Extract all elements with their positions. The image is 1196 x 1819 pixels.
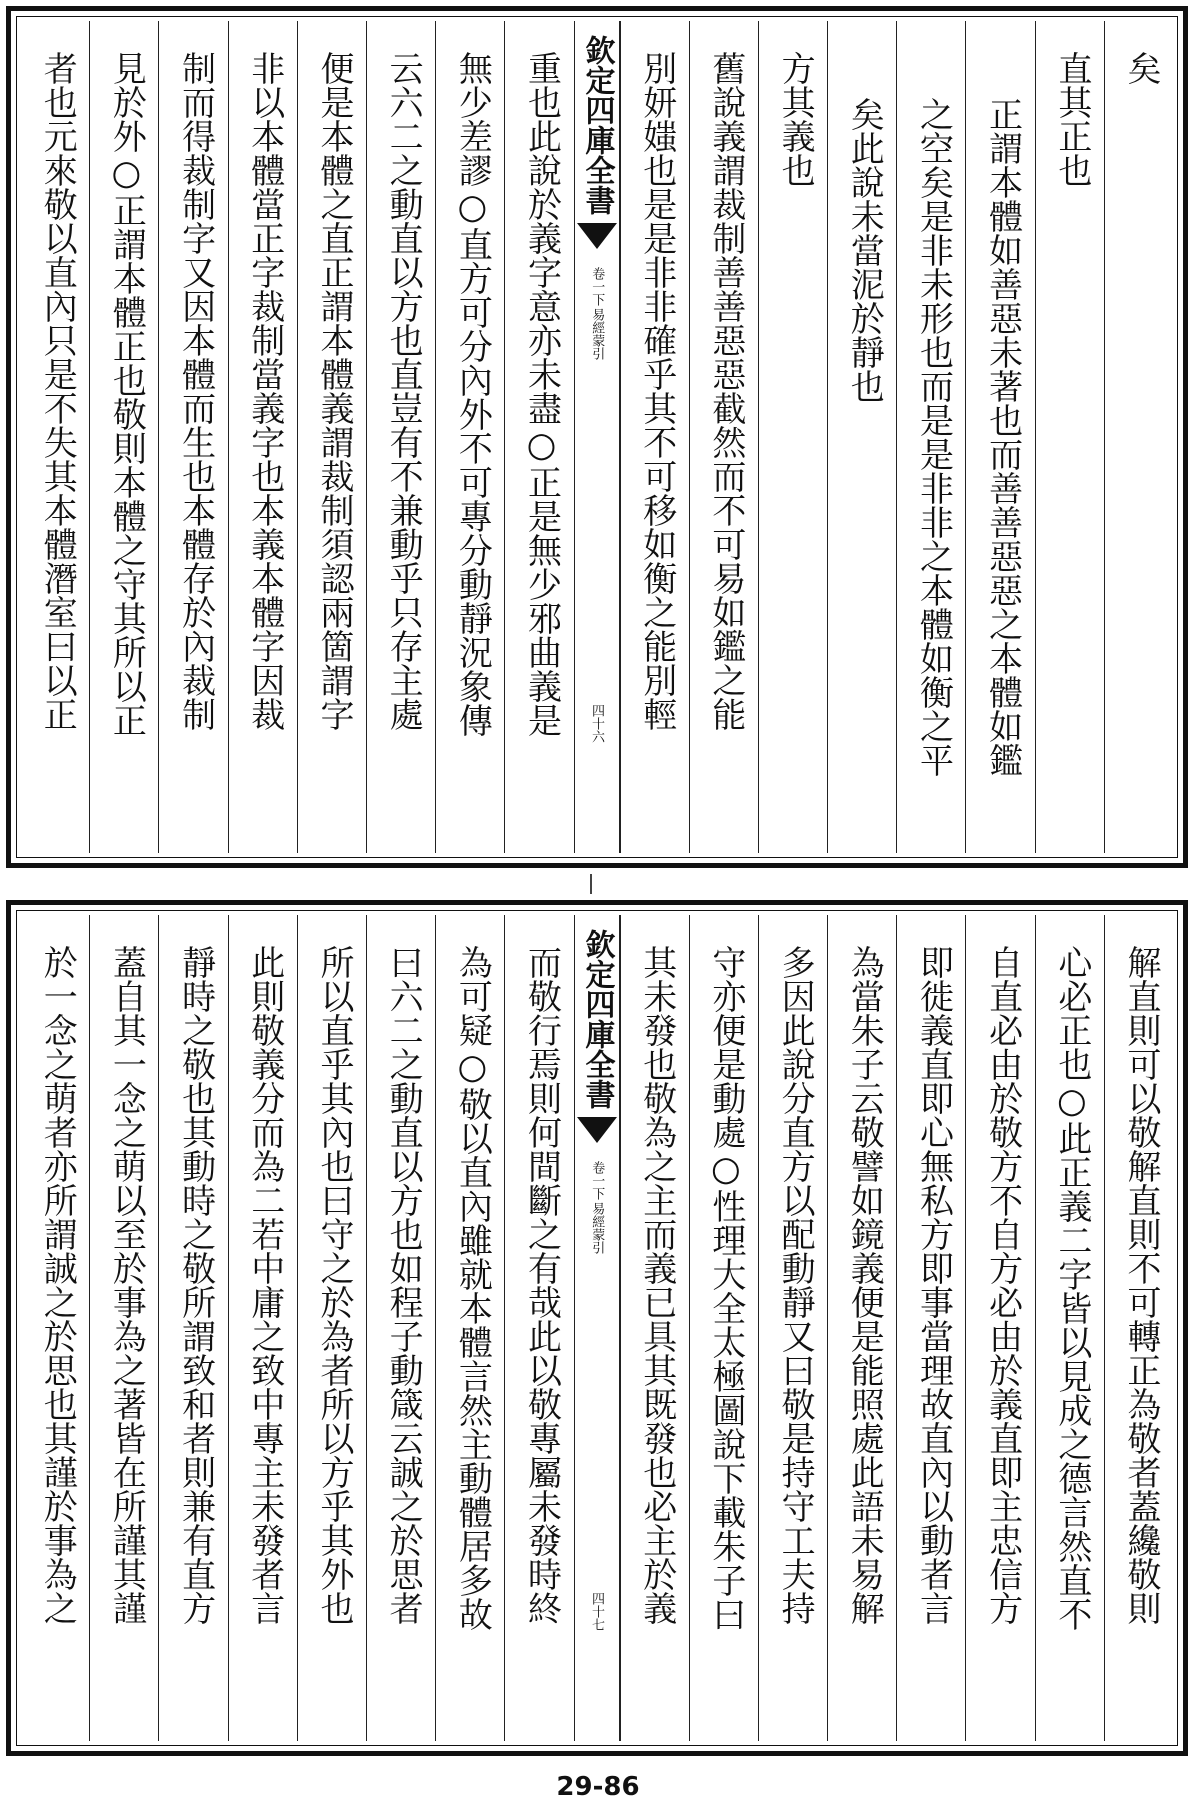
book-title: 易經蒙引 [589, 308, 605, 360]
text-column: 心必正也○此正義二字皆以見成之德言然直不 [1035, 915, 1104, 1741]
text-column: 矣此說未當泥於靜也 [827, 21, 896, 853]
book-info [589, 267, 605, 360]
text-column: 舊說義謂裁制善善惡惡截然而不可易如鑑之能 [689, 21, 758, 853]
collection-title: 欽定四庫全書 [579, 929, 615, 1109]
fishtail-mark-icon [577, 223, 617, 249]
text-column: 於一念之萌者亦所謂誠之於思也其謹於事為之 [37, 945, 78, 1625]
text-column: 即徙義直即心無私方即事當理故直內以動者言 [896, 915, 965, 1741]
text-column: 非以本體當正字裁制當義字也本義本體字因裁 [228, 21, 297, 853]
book-title: 易經蒙引 [589, 1202, 605, 1254]
text-column: 而敬行焉則何間斷之有哉此以敬專屬未發時終 [504, 915, 573, 1741]
center-margin-column [574, 21, 620, 853]
volume-label: 卷一下 [589, 267, 605, 306]
text-column: 正謂本體如善惡未著也而善善惡惡之本體如鑑 [965, 21, 1034, 853]
text-column: 之空矣是非未形也而是是非非之本體如衡之平 [896, 21, 965, 853]
text-column: 靜時之敬也其動時之敬所謂致和者則兼有直方 [158, 915, 227, 1741]
text-column: 為可疑○敬以直內雖就本體言然主動體居多故 [435, 915, 504, 1741]
collection-title: 欽定四庫全書 [579, 35, 615, 215]
text-column: 無少差謬○直方可分內外不可專分動靜況象傳 [435, 21, 504, 853]
text-column: 直其正也 [1035, 21, 1104, 853]
text-column: 便是本體之直正謂本體義謂裁制須認兩箇謂字 [297, 21, 366, 853]
text-column: 為當朱子云敬譬如鏡義便是能照處此語未易解 [827, 915, 896, 1741]
text-column: 曰六二之動直以方也如程子動箴云誠之於思者 [366, 915, 435, 1741]
page-number: 29-86 [556, 1772, 640, 1802]
folio-number: 四十六 [589, 704, 604, 743]
text-column: 此則敬義分而為二若中庸之致中專主未發者言 [228, 915, 297, 1741]
text-column: 方其義也 [758, 21, 827, 853]
top-text-area [21, 21, 1173, 853]
text-column: 別妍媸也是是非非確乎其不可移如衡之能別輕 [620, 21, 689, 853]
text-column: 云六二之動直以方也直豈有不兼動乎只存主處 [366, 21, 435, 853]
folio-number: 四十七 [589, 1592, 604, 1631]
volume-label: 卷一下 [589, 1161, 605, 1200]
text-column: 多因此說分直方以配動靜又曰敬是持守工夫持 [758, 915, 827, 1741]
text-column: 其未發也敬為之主而義已具其既發也必主於義 [620, 915, 689, 1741]
text-column: 自直必由於敬方不自方必由於義直即主忠信方 [965, 915, 1034, 1741]
text-column: 見於外○正謂本體正也敬則本體之守其所以正 [89, 21, 158, 853]
book-info [589, 1161, 605, 1254]
text-column: 守亦便是動處○性理大全太極圖說下載朱子曰 [689, 915, 758, 1741]
text-column: 制而得裁制字又因本體而生也本體存於內裁制 [158, 21, 227, 853]
text-column: 所以直乎其內也曰守之於為者所以方乎其外也 [297, 915, 366, 1741]
text-column: 者也元來敬以直內只是不失其本體潛室曰以正 [37, 51, 78, 731]
bottom-text-area [21, 915, 1173, 1741]
bottom-page-panel [6, 900, 1188, 1756]
fishtail-mark-icon [577, 1117, 617, 1143]
text-column: 蓋自其一念之萌以至於事為之著皆在所謹其謹 [89, 915, 158, 1741]
top-page-panel [6, 6, 1188, 868]
center-margin-column [574, 915, 620, 1741]
divider-mark [590, 874, 592, 894]
text-column: 矣 [1104, 21, 1173, 853]
text-column: 解直則可以敬解直則不可轉正為敬者蓋纔敬則 [1104, 915, 1173, 1741]
text-column: 重也此說於義字意亦未盡○正是無少邪曲義是 [504, 21, 573, 853]
